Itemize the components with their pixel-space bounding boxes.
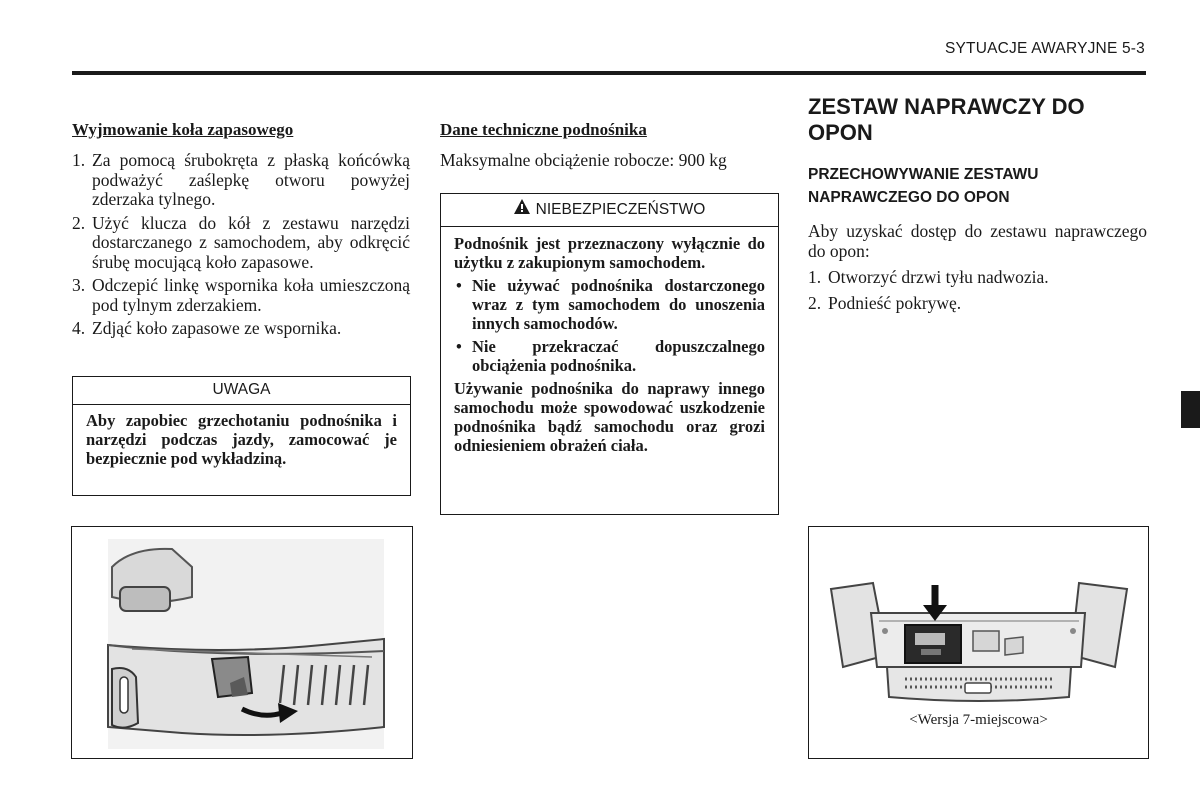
- spare-wheel-steps: [72, 151, 410, 343]
- spare-wheel-removal-heading: Wyjmowanie koła zapasowego: [72, 120, 294, 139]
- danger-bullet: • Nie przekraczać dopuszczalnego obciążenia podnośnika.: [454, 337, 765, 375]
- step-text: Zdjąć koło zapasowe ze wspornika.: [92, 318, 342, 338]
- step-number: 1.: [72, 150, 86, 170]
- step-text: Odczepić linkę wspornika koła umieszczoną pod tylnym zderzakiem.: [92, 275, 410, 315]
- repair-kit-intro: Aby uzyskać dostęp do zestawu naprawczego do opon:: [808, 221, 1147, 261]
- trunk-illustration: [809, 527, 1148, 717]
- step-4: [72, 319, 410, 339]
- step-2: [808, 294, 1147, 314]
- danger-title: NIEBEZPIECZEŃSTWO: [535, 201, 706, 218]
- running-head: SYTUACJE AWARYJNE 5-3: [944, 40, 1145, 57]
- danger-intro: Podnośnik jest przeznaczony wyłącznie do użytku z zakupionym samochodem.: [454, 234, 765, 272]
- danger-bullet: • Nie używać podnośnika dostarczonego wraz z tym samochodem do unoszenia innych samochodów.: [454, 276, 765, 333]
- danger-list: [454, 276, 765, 375]
- notice-title: UWAGA: [73, 377, 410, 405]
- step-text: Podnieść pokrywę.: [828, 292, 962, 313]
- jack-max-load: Maksymalne obciążenie robocze: 900 kg: [440, 150, 727, 170]
- notice-text: Aby zapobiec grzechotaniu podnośnika i narzędzi podczas jazdy, zamocować je bezpiecznie pod wykładziną.: [86, 411, 397, 468]
- danger-box: [440, 193, 779, 515]
- spare-wheel-figure: [71, 526, 413, 759]
- figure-caption: <Wersja 7-miejscowa>: [909, 712, 1048, 728]
- repair-kit-figure: [808, 526, 1149, 759]
- chapter-tab: [1181, 391, 1200, 428]
- step-1: [808, 268, 1147, 288]
- step-text: Użyć klucza do kół z zestawu narzędzi dostarczanego z samochodem, aby odkręcić śrubę mocującą koło zapasowe.: [92, 212, 410, 272]
- step-text: Otworzyć drzwi tyłu nadwozia.: [828, 267, 1049, 287]
- bumper-illustration: [72, 527, 412, 758]
- step-number: 3.: [72, 275, 86, 295]
- step-number: 2.: [72, 212, 86, 233]
- step-text: Za pomocą śrubokręta z płaską końcówką podważyć zaślepkę otworu powyżej zderzaka tylnego.: [92, 150, 410, 209]
- warning-triangle-icon: [514, 194, 530, 225]
- header-rule: [72, 71, 1146, 75]
- step-number: 2.: [808, 292, 822, 313]
- step-2: [72, 214, 410, 273]
- repair-kit-heading: ZESTAW NAPRAWCZY DO OPON: [808, 94, 1085, 145]
- step-1: [72, 151, 410, 210]
- repair-kit-steps: [808, 268, 1147, 317]
- danger-body: [441, 227, 778, 455]
- step-3: [72, 276, 410, 315]
- step-number: 1.: [808, 267, 822, 287]
- notice-box: [72, 376, 411, 496]
- repair-kit-storage-heading: PRZECHOWYWANIE ZESTAWU NAPRAWCZEGO DO OPON: [808, 166, 1039, 206]
- danger-title-row: [441, 194, 778, 227]
- jack-specs-heading: Dane techniczne podnośnika: [440, 120, 647, 139]
- danger-outro: Używanie podnośnika do naprawy innego samochodu może spowodować uszkodzenie podnośnika bądź samochodu oraz grozi odniesieniem obrażeń ciała.: [454, 379, 765, 455]
- step-number: 4.: [72, 318, 86, 338]
